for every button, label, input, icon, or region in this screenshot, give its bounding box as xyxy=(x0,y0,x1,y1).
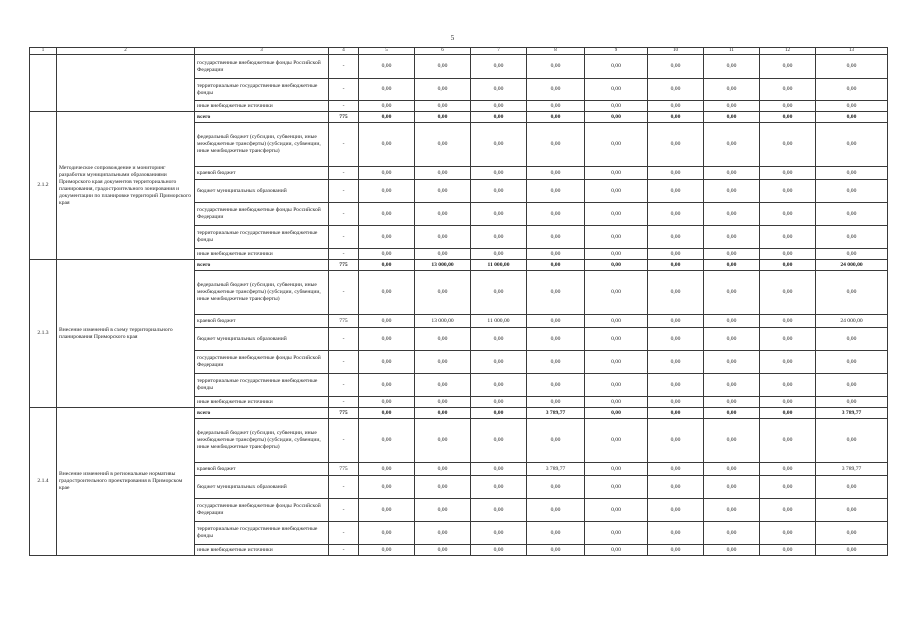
amount-cell: 0,00 xyxy=(527,260,585,271)
amount-cell: 0,00 xyxy=(585,203,648,226)
amount-cell: 0,00 xyxy=(359,374,415,397)
amount-cell: 0,00 xyxy=(760,79,816,101)
amount-cell: 24 000,00 xyxy=(816,260,888,271)
amount-cell: 0,00 xyxy=(471,123,527,167)
amount-cell: 0,00 xyxy=(816,112,888,123)
funding-source: иные внебюджетные источники xyxy=(195,249,329,260)
amount-cell: 0,00 xyxy=(760,499,816,522)
amount-cell: 0,00 xyxy=(585,260,648,271)
funding-source: государственные внебюджетные фонды Российской Федерации xyxy=(195,351,329,374)
funding-source: всего xyxy=(195,112,329,123)
amount-cell: 0,00 xyxy=(648,55,704,79)
amount-cell: 0,00 xyxy=(704,351,760,374)
amount-cell: 0,00 xyxy=(415,545,471,556)
amount-cell: 0,00 xyxy=(585,123,648,167)
item-code: 2.1.4 xyxy=(30,408,57,556)
amount-cell: 0,00 xyxy=(527,112,585,123)
amount-cell: 0,00 xyxy=(359,476,415,499)
amount-cell: 0,00 xyxy=(760,123,816,167)
amount-cell: 0,00 xyxy=(471,499,527,522)
funding-source: иные внебюджетные источники xyxy=(195,397,329,408)
amount-cell: 0,00 xyxy=(359,397,415,408)
amount-cell: 0,00 xyxy=(585,476,648,499)
budget-table xyxy=(29,47,888,556)
funding-source: государственные внебюджетные фонды Российской Федерации xyxy=(195,203,329,226)
amount-cell: 0,00 xyxy=(471,101,527,112)
funding-source: краевой бюджет xyxy=(195,167,329,180)
admin-code: - xyxy=(329,226,359,249)
amount-cell: 0,00 xyxy=(527,180,585,203)
amount-cell: 0,00 xyxy=(415,522,471,545)
amount-cell: 0,00 xyxy=(648,226,704,249)
amount-cell: 0,00 xyxy=(527,397,585,408)
amount-cell: 0,00 xyxy=(415,101,471,112)
amount-cell: 0,00 xyxy=(359,203,415,226)
amount-cell: 0,00 xyxy=(585,499,648,522)
admin-code: 775 xyxy=(329,408,359,419)
amount-cell: 0,00 xyxy=(415,180,471,203)
admin-code: - xyxy=(329,249,359,260)
amount-cell: 0,00 xyxy=(648,112,704,123)
admin-code: - xyxy=(329,79,359,101)
amount-cell: 0,00 xyxy=(471,476,527,499)
amount-cell: 0,00 xyxy=(760,328,816,351)
amount-cell: 0,00 xyxy=(471,374,527,397)
item-code: 2.1.2 xyxy=(30,112,57,260)
amount-cell: 0,00 xyxy=(527,167,585,180)
amount-cell: 0,00 xyxy=(816,271,888,315)
amount-cell: 13 000,00 xyxy=(415,260,471,271)
amount-cell: 0,00 xyxy=(585,271,648,315)
column-number: 7 xyxy=(471,48,527,55)
item-code xyxy=(30,55,57,112)
amount-cell: 0,00 xyxy=(471,463,527,476)
item-title: Внесение изменений в региональные нормативы градостроительного проектирования в Приморском крае xyxy=(57,408,195,556)
amount-cell: 0,00 xyxy=(648,351,704,374)
funding-source: краевой бюджет xyxy=(195,463,329,476)
table-body xyxy=(30,48,888,556)
amount-cell: 0,00 xyxy=(527,123,585,167)
amount-cell: 0,00 xyxy=(415,328,471,351)
funding-source: всего xyxy=(195,260,329,271)
amount-cell: 0,00 xyxy=(816,499,888,522)
table-row xyxy=(30,408,888,419)
amount-cell: 0,00 xyxy=(585,79,648,101)
amount-cell: 0,00 xyxy=(816,249,888,260)
admin-code: 775 xyxy=(329,260,359,271)
amount-cell: 0,00 xyxy=(585,351,648,374)
amount-cell: 0,00 xyxy=(704,123,760,167)
amount-cell: 0,00 xyxy=(704,476,760,499)
amount-cell: 0,00 xyxy=(648,271,704,315)
admin-code: - xyxy=(329,499,359,522)
item-title xyxy=(57,55,195,112)
amount-cell: 0,00 xyxy=(359,79,415,101)
amount-cell: 0,00 xyxy=(359,499,415,522)
amount-cell: 0,00 xyxy=(527,55,585,79)
amount-cell: 0,00 xyxy=(704,315,760,328)
amount-cell: 0,00 xyxy=(359,315,415,328)
amount-cell: 0,00 xyxy=(816,328,888,351)
amount-cell: 0,00 xyxy=(760,226,816,249)
admin-code: - xyxy=(329,271,359,315)
amount-cell: 0,00 xyxy=(585,328,648,351)
amount-cell: 0,00 xyxy=(471,545,527,556)
amount-cell: 0,00 xyxy=(704,522,760,545)
amount-cell: 0,00 xyxy=(816,180,888,203)
amount-cell: 0,00 xyxy=(359,123,415,167)
amount-cell: 0,00 xyxy=(704,545,760,556)
amount-cell: 0,00 xyxy=(760,476,816,499)
amount-cell: 0,00 xyxy=(648,180,704,203)
funding-source: краевой бюджет xyxy=(195,315,329,328)
amount-cell: 0,00 xyxy=(816,101,888,112)
amount-cell: 0,00 xyxy=(471,419,527,463)
amount-cell: 3 789,77 xyxy=(816,408,888,419)
funding-source: всего xyxy=(195,408,329,419)
amount-cell: 0,00 xyxy=(760,463,816,476)
amount-cell: 0,00 xyxy=(648,101,704,112)
item-title: Методическое сопровождение и мониторинг разработки муниципальными образованиями Приморского края документов территориального планирования, градостроительного зонирования и документации по планировке территорий Приморского края xyxy=(57,112,195,260)
amount-cell: 0,00 xyxy=(648,476,704,499)
funding-source: бюджет муниципальных образований xyxy=(195,476,329,499)
amount-cell: 0,00 xyxy=(760,374,816,397)
admin-code: - xyxy=(329,167,359,180)
amount-cell: 0,00 xyxy=(527,522,585,545)
amount-cell: 0,00 xyxy=(585,226,648,249)
amount-cell: 0,00 xyxy=(471,167,527,180)
amount-cell: 0,00 xyxy=(704,463,760,476)
amount-cell: 0,00 xyxy=(471,180,527,203)
amount-cell: 0,00 xyxy=(704,180,760,203)
amount-cell: 0,00 xyxy=(585,180,648,203)
amount-cell: 0,00 xyxy=(760,112,816,123)
amount-cell: 0,00 xyxy=(585,419,648,463)
funding-source: территориальные государственные внебюджетные фонды xyxy=(195,79,329,101)
amount-cell: 0,00 xyxy=(415,476,471,499)
amount-cell: 0,00 xyxy=(816,522,888,545)
amount-cell: 3 789,77 xyxy=(527,408,585,419)
amount-cell: 0,00 xyxy=(359,522,415,545)
amount-cell: 0,00 xyxy=(816,203,888,226)
amount-cell: 0,00 xyxy=(527,203,585,226)
amount-cell: 0,00 xyxy=(359,226,415,249)
amount-cell: 0,00 xyxy=(704,419,760,463)
column-number: 12 xyxy=(760,48,816,55)
amount-cell: 0,00 xyxy=(527,249,585,260)
amount-cell: 13 000,00 xyxy=(415,315,471,328)
amount-cell: 0,00 xyxy=(527,226,585,249)
amount-cell: 0,00 xyxy=(704,328,760,351)
amount-cell: 0,00 xyxy=(585,522,648,545)
table-row xyxy=(30,260,888,271)
amount-cell: 0,00 xyxy=(648,397,704,408)
funding-source: территориальные государственные внебюджетные фонды xyxy=(195,522,329,545)
amount-cell: 0,00 xyxy=(648,79,704,101)
amount-cell: 0,00 xyxy=(527,315,585,328)
column-number: 8 xyxy=(527,48,585,55)
column-number: 3 xyxy=(195,48,329,55)
amount-cell: 0,00 xyxy=(648,522,704,545)
amount-cell: 0,00 xyxy=(471,408,527,419)
funding-source: территориальные государственные внебюджетные фонды xyxy=(195,226,329,249)
amount-cell: 0,00 xyxy=(648,499,704,522)
amount-cell: 0,00 xyxy=(471,522,527,545)
amount-cell: 0,00 xyxy=(648,123,704,167)
amount-cell: 0,00 xyxy=(415,167,471,180)
amount-cell: 0,00 xyxy=(415,123,471,167)
amount-cell: 0,00 xyxy=(816,476,888,499)
amount-cell: 0,00 xyxy=(415,55,471,79)
amount-cell: 0,00 xyxy=(760,249,816,260)
amount-cell: 0,00 xyxy=(359,249,415,260)
amount-cell: 0,00 xyxy=(527,374,585,397)
amount-cell: 0,00 xyxy=(704,101,760,112)
amount-cell: 0,00 xyxy=(816,123,888,167)
amount-cell: 0,00 xyxy=(359,545,415,556)
amount-cell: 0,00 xyxy=(527,79,585,101)
table-row xyxy=(30,55,888,79)
amount-cell: 0,00 xyxy=(359,328,415,351)
amount-cell: 0,00 xyxy=(359,112,415,123)
funding-source: государственные внебюджетные фонды Российской Федерации xyxy=(195,55,329,79)
amount-cell: 0,00 xyxy=(648,463,704,476)
amount-cell: 0,00 xyxy=(760,351,816,374)
amount-cell: 0,00 xyxy=(359,351,415,374)
admin-code: - xyxy=(329,476,359,499)
amount-cell: 0,00 xyxy=(760,408,816,419)
amount-cell: 0,00 xyxy=(648,203,704,226)
amount-cell: 0,00 xyxy=(648,167,704,180)
amount-cell: 0,00 xyxy=(471,271,527,315)
admin-code: - xyxy=(329,545,359,556)
amount-cell: 0,00 xyxy=(760,315,816,328)
column-number: 10 xyxy=(648,48,704,55)
amount-cell: 0,00 xyxy=(704,79,760,101)
amount-cell: 0,00 xyxy=(585,397,648,408)
admin-code: - xyxy=(329,123,359,167)
amount-cell: 0,00 xyxy=(816,419,888,463)
amount-cell: 0,00 xyxy=(415,249,471,260)
amount-cell: 0,00 xyxy=(760,167,816,180)
column-number-row xyxy=(30,48,888,55)
column-number: 1 xyxy=(30,48,57,55)
amount-cell: 0,00 xyxy=(471,351,527,374)
admin-code: 775 xyxy=(329,112,359,123)
amount-cell: 0,00 xyxy=(585,374,648,397)
column-number: 11 xyxy=(704,48,760,55)
amount-cell: 3 789,77 xyxy=(527,463,585,476)
amount-cell: 0,00 xyxy=(471,226,527,249)
amount-cell: 0,00 xyxy=(527,351,585,374)
amount-cell: 0,00 xyxy=(648,249,704,260)
amount-cell: 0,00 xyxy=(359,180,415,203)
amount-cell: 0,00 xyxy=(471,79,527,101)
amount-cell: 0,00 xyxy=(359,101,415,112)
admin-code: - xyxy=(329,203,359,226)
amount-cell: 0,00 xyxy=(704,249,760,260)
amount-cell: 0,00 xyxy=(471,55,527,79)
amount-cell: 0,00 xyxy=(527,328,585,351)
funding-source: бюджет муниципальных образований xyxy=(195,328,329,351)
amount-cell: 0,00 xyxy=(816,55,888,79)
amount-cell: 0,00 xyxy=(816,374,888,397)
amount-cell: 0,00 xyxy=(415,397,471,408)
amount-cell: 0,00 xyxy=(527,499,585,522)
amount-cell: 0,00 xyxy=(585,112,648,123)
amount-cell: 0,00 xyxy=(816,351,888,374)
amount-cell: 0,00 xyxy=(760,271,816,315)
admin-code: - xyxy=(329,351,359,374)
amount-cell: 0,00 xyxy=(415,419,471,463)
amount-cell: 0,00 xyxy=(415,499,471,522)
admin-code: - xyxy=(329,180,359,203)
amount-cell: 11 000,00 xyxy=(471,315,527,328)
amount-cell: 0,00 xyxy=(471,249,527,260)
amount-cell: 0,00 xyxy=(816,226,888,249)
amount-cell: 0,00 xyxy=(585,55,648,79)
amount-cell: 0,00 xyxy=(585,408,648,419)
amount-cell: 0,00 xyxy=(704,408,760,419)
funding-source: иные внебюджетные источники xyxy=(195,545,329,556)
amount-cell: 0,00 xyxy=(415,112,471,123)
amount-cell: 0,00 xyxy=(760,101,816,112)
amount-cell: 0,00 xyxy=(585,167,648,180)
amount-cell: 0,00 xyxy=(415,203,471,226)
amount-cell: 0,00 xyxy=(816,79,888,101)
funding-source: бюджет муниципальных образований xyxy=(195,180,329,203)
amount-cell: 0,00 xyxy=(760,419,816,463)
table-row xyxy=(30,112,888,123)
amount-cell: 0,00 xyxy=(527,419,585,463)
amount-cell: 0,00 xyxy=(359,55,415,79)
amount-cell: 0,00 xyxy=(585,315,648,328)
amount-cell: 0,00 xyxy=(648,545,704,556)
amount-cell: 0,00 xyxy=(585,463,648,476)
amount-cell: 0,00 xyxy=(760,260,816,271)
admin-code: 775 xyxy=(329,315,359,328)
amount-cell: 0,00 xyxy=(359,408,415,419)
amount-cell: 0,00 xyxy=(760,55,816,79)
amount-cell: 0,00 xyxy=(760,397,816,408)
amount-cell: 0,00 xyxy=(585,249,648,260)
amount-cell: 0,00 xyxy=(816,545,888,556)
amount-cell: 0,00 xyxy=(760,545,816,556)
column-number: 2 xyxy=(57,48,195,55)
amount-cell: 0,00 xyxy=(359,271,415,315)
column-number: 5 xyxy=(359,48,415,55)
amount-cell: 0,00 xyxy=(415,351,471,374)
column-number: 13 xyxy=(816,48,888,55)
admin-code: - xyxy=(329,522,359,545)
amount-cell: 0,00 xyxy=(648,419,704,463)
amount-cell: 0,00 xyxy=(527,545,585,556)
amount-cell: 0,00 xyxy=(704,203,760,226)
amount-cell: 0,00 xyxy=(527,271,585,315)
column-number: 9 xyxy=(585,48,648,55)
amount-cell: 0,00 xyxy=(704,167,760,180)
amount-cell: 0,00 xyxy=(415,271,471,315)
admin-code: - xyxy=(329,55,359,79)
funding-source: федеральный бюджет (субсидии, субвенции, иные межбюджетные трансферты) (субсидии, субвенции, иные межбюджетные трансферты) xyxy=(195,123,329,167)
amount-cell: 0,00 xyxy=(471,328,527,351)
item-code: 2.1.3 xyxy=(30,260,57,408)
funding-source: государственные внебюджетные фонды Российской Федерации xyxy=(195,499,329,522)
amount-cell: 0,00 xyxy=(704,397,760,408)
amount-cell: 0,00 xyxy=(585,545,648,556)
admin-code: - xyxy=(329,328,359,351)
amount-cell: 0,00 xyxy=(471,203,527,226)
column-number: 6 xyxy=(415,48,471,55)
amount-cell: 0,00 xyxy=(527,101,585,112)
amount-cell: 0,00 xyxy=(415,463,471,476)
amount-cell: 0,00 xyxy=(704,55,760,79)
funding-source: федеральный бюджет (субсидии, субвенции, иные межбюджетные трансферты) (субсидии, субвенции, иные межбюджетные трансферты) xyxy=(195,419,329,463)
amount-cell: 0,00 xyxy=(648,408,704,419)
amount-cell: 0,00 xyxy=(648,374,704,397)
admin-code: 775 xyxy=(329,463,359,476)
amount-cell: 0,00 xyxy=(760,522,816,545)
amount-cell: 0,00 xyxy=(359,419,415,463)
amount-cell: 0,00 xyxy=(415,408,471,419)
amount-cell: 0,00 xyxy=(471,112,527,123)
amount-cell: 0,00 xyxy=(471,397,527,408)
funding-source: иные внебюджетные источники xyxy=(195,101,329,112)
admin-code: - xyxy=(329,374,359,397)
amount-cell: 3 789,77 xyxy=(816,463,888,476)
amount-cell: 0,00 xyxy=(527,476,585,499)
funding-source: территориальные государственные внебюджетные фонды xyxy=(195,374,329,397)
amount-cell: 0,00 xyxy=(415,374,471,397)
amount-cell: 0,00 xyxy=(704,112,760,123)
page-number: 5 xyxy=(450,34,455,42)
amount-cell: 0,00 xyxy=(704,226,760,249)
amount-cell: 0,00 xyxy=(704,271,760,315)
amount-cell: 0,00 xyxy=(704,499,760,522)
amount-cell: 0,00 xyxy=(585,101,648,112)
amount-cell: 0,00 xyxy=(359,167,415,180)
amount-cell: 0,00 xyxy=(648,315,704,328)
admin-code: - xyxy=(329,397,359,408)
admin-code: - xyxy=(329,101,359,112)
amount-cell: 0,00 xyxy=(415,226,471,249)
amount-cell: 0,00 xyxy=(648,260,704,271)
amount-cell: 0,00 xyxy=(760,203,816,226)
amount-cell: 0,00 xyxy=(359,260,415,271)
amount-cell: 0,00 xyxy=(816,397,888,408)
item-title: Внесение изменений в схему территориального планирования Приморского края xyxy=(57,260,195,408)
amount-cell: 0,00 xyxy=(704,374,760,397)
amount-cell: 0,00 xyxy=(648,328,704,351)
funding-source: федеральный бюджет (субсидии, субвенции, иные межбюджетные трансферты) (субсидии, субвенции, иные межбюджетные трансферты) xyxy=(195,271,329,315)
amount-cell: 24 000,00 xyxy=(816,315,888,328)
amount-cell: 0,00 xyxy=(704,260,760,271)
amount-cell: 0,00 xyxy=(760,180,816,203)
amount-cell: 0,00 xyxy=(359,463,415,476)
column-number: 4 xyxy=(329,48,359,55)
admin-code: - xyxy=(329,419,359,463)
amount-cell: 0,00 xyxy=(816,167,888,180)
amount-cell: 11 000,00 xyxy=(471,260,527,271)
amount-cell: 0,00 xyxy=(415,79,471,101)
